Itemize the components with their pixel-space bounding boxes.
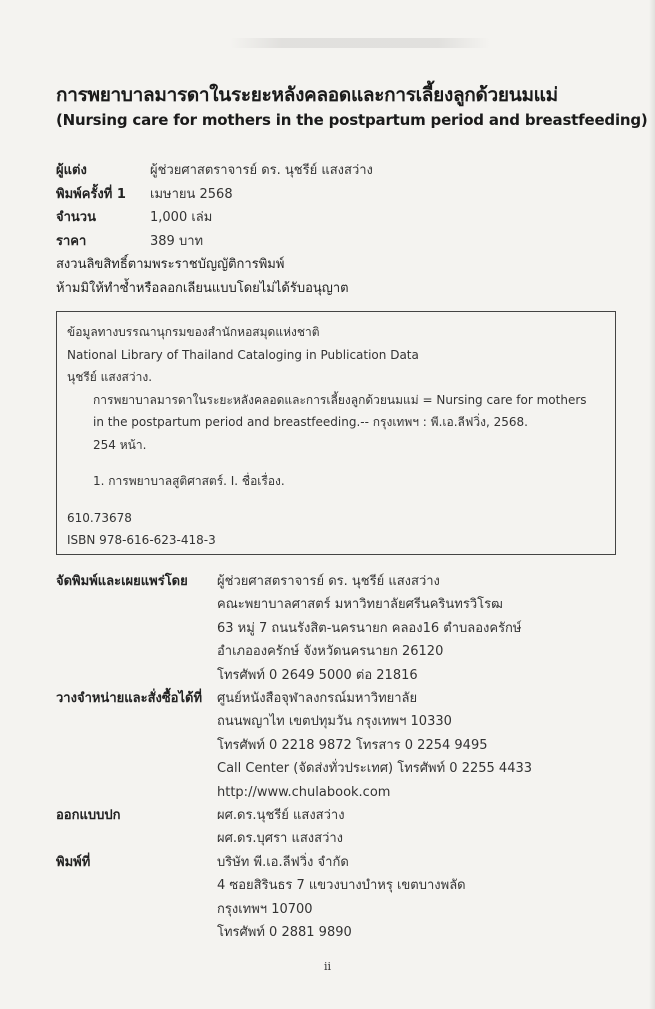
meta-key: ราคา	[56, 233, 87, 249]
meta-value: เมษายน 2568	[150, 186, 233, 202]
publication-line: โทรศัพท์ 0 2218 9872 โทรสาร 0 2254 9495	[217, 737, 488, 753]
cover-design-group	[56, 804, 532, 851]
meta-key: พิมพ์ครั้งที่ 1	[56, 186, 126, 202]
copyright-line: ห้ามมิให้ทำซ้ำหรือลอกเลียนแบบโดยไม่ได้รับอนุญาต	[56, 280, 349, 296]
publication-line: คณะพยาบาลศาสตร์ มหาวิทยาลัยศรีนครินทรวิโรฒ	[217, 597, 503, 613]
publication-key: พิมพ์ที่	[56, 854, 91, 870]
printer-group	[56, 851, 532, 945]
publication-info	[56, 570, 532, 945]
publisher-group	[56, 570, 532, 687]
meta-row-author	[56, 159, 373, 183]
title-english: (Nursing care for mothers in the postpartum period and breastfeeding)	[56, 111, 648, 129]
meta-row-copies	[56, 206, 373, 230]
cip-description-line: in the postpartum period and breastfeeding.-- กรุงเทพฯ : พี.เอ.ลีฟวิ่ง, 2568.	[93, 415, 528, 429]
cip-author: นุชรีย์ แสงสว่าง.	[67, 370, 153, 384]
meta-value: ผู้ช่วยศาสตราจารย์ ดร. นุชรีย์ แสงสว่าง	[150, 163, 373, 178]
meta-row-edition	[56, 183, 373, 207]
publication-line: Call Center (จัดส่งทั่วประเทศ) โทรศัพท์ 0 2255 4433	[217, 761, 533, 777]
cip-heading-thai: ข้อมูลทางบรรณานุกรมของสำนักหอสมุดแห่งชาติ	[67, 325, 320, 339]
publication-line: กรุงเทพฯ 10700	[217, 901, 313, 917]
copyright-line: สงวนลิขสิทธิ์ตามพระราชบัญญัติการพิมพ์	[56, 257, 285, 272]
meta-value: 389 บาท	[150, 233, 204, 249]
meta-row-price	[56, 230, 373, 254]
publication-line: บริษัท พี.เอ.ลีฟวิ่ง จำกัด	[217, 854, 349, 870]
distributor-group	[56, 687, 532, 804]
cip-classification: 610.73678	[67, 510, 132, 525]
publication-line: http://www.chulabook.com	[217, 784, 391, 800]
publication-line: ผศ.ดร.บุศรา แสงสว่าง	[217, 831, 344, 847]
cip-description-line: การพยาบาลมารดาในระยะหลังคลอดและการเลี้ยงลูกด้วยนมแม่ = Nursing care for mothers	[93, 392, 587, 407]
cip-subject: 1. การพยาบาลสูติศาสตร์. I. ชื่อเรื่อง.	[93, 474, 285, 488]
cip-isbn: ISBN 978-616-623-418-3	[67, 533, 216, 547]
page-edge-shadow	[649, 0, 655, 1009]
meta-value: 1,000 เล่ม	[150, 210, 213, 225]
title-thai: การพยาบาลมารดาในระยะหลังคลอดและการเลี้ยงลูกด้วยนมแม่	[56, 84, 558, 106]
publication-line: ผศ.ดร.นุชรีย์ แสงสว่าง	[217, 808, 345, 824]
publication-line: โทรศัพท์ 0 2649 5000 ต่อ 21816	[217, 667, 418, 683]
publication-line: ถนนพญาไท เขตปทุมวัน กรุงเทพฯ 10330	[217, 714, 452, 730]
bleed-through-text	[230, 38, 490, 48]
meta-key: จำนวน	[56, 210, 96, 225]
publication-key: ออกแบบปก	[56, 808, 121, 824]
publication-key: วางจำหน่ายและสั่งซื้อได้ที่	[56, 691, 203, 707]
cip-heading-english: National Library of Thailand Cataloging in Publication Data	[67, 347, 419, 362]
publication-line: ผู้ช่วยศาสตราจารย์ ดร. นุชรีย์ แสงสว่าง	[217, 574, 440, 589]
publication-line: อำเภอองครักษ์ จังหวัดนครนายก 26120	[217, 644, 444, 660]
publication-key: จัดพิมพ์และเผยแพร่โดย	[56, 574, 188, 589]
book-metadata	[56, 159, 373, 300]
cip-box	[56, 311, 616, 555]
publication-line: 4 ซอยสิรินธร 7 แขวงบางบำหรุ เขตบางพลัด	[217, 878, 466, 894]
cip-description-line: 254 หน้า.	[93, 437, 147, 452]
publication-line: โทรศัพท์ 0 2881 9890	[217, 925, 352, 941]
page-number: ii	[323, 960, 332, 973]
meta-key: ผู้แต่ง	[56, 163, 87, 178]
publication-line: 63 หมู่ 7 ถนนรังสิต-นครนายก คลอง16 ตำบลองครักษ์	[217, 620, 522, 636]
publication-line: ศูนย์หนังสือจุฬาลงกรณ์มหาวิทยาลัย	[217, 691, 418, 707]
